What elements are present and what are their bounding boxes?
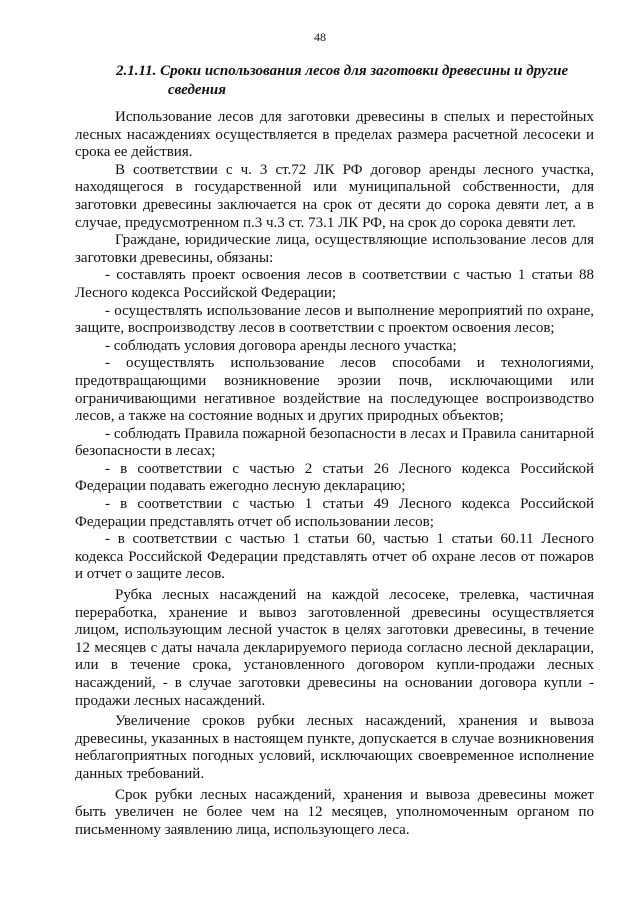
obligation-item: - осуществлять использование лесов и выполнение мероприятий по охране, защите, воспроизводству лесов в соответствии с проектом освоения лесов; [75,302,594,337]
obligation-item: - соблюдать Правила пожарной безопасности в лесах и Правила санитарной безопасности в лесах; [75,425,594,460]
paragraph-obligations-intro: Граждане, юридические лица, осуществляющие использование лесов для заготовки древесины, обязаны: [75,232,594,266]
paragraph-extension-limit: Срок рубки лесных насаждений, хранения и вывоза древесины может быть увеличен не более чем на 12 месяцев, уполномоченным органом по письменному заявлению лица, использующего леса. [75,786,594,838]
page-number: 48 [314,30,326,44]
paragraph-harvest-period: Рубка лесных насаждений на каждой лесосеке, трелевка, частичная переработка, хранение и вывоз заготовленной древесины осуществляется лицом, использующим лесной участок в целях заготовки древесины, в течение 12 месяцев с даты начала декларируемого периода согласно лесной декларации, или в течение срока, установленного договором купли-продажи лесных насаждений, - в случае заготовки древесины на основании договора купли - продажи лесных насаждений. [75,587,594,709]
paragraph-intro: Использование лесов для заготовки древесины в спелых и перестойных лесных насаждениях осуществляется в пределах размера расчетной лесосеки и срока ее действия. [75,109,594,161]
obligation-item: - в соответствии с частью 1 статьи 60, частью 1 статьи 60.11 Лесного кодекса Российской Федерации представлять отчет об охране лесов от пожаров и отчет о защите лесов. [75,531,594,583]
paragraph-extension-conditions: Увеличение сроков рубки лесных насаждений, хранения и вывоза древесины, указанных в настоящем пункте, допускается в случае возникновения неблагоприятных погодных условий, исключающих своевременное исполнение данных требований. [75,713,594,782]
paragraph-lease-term: В соответствии с ч. 3 ст.72 ЛК РФ договор аренды лесного участка, находящегося в государственной или муниципальной собственности, для заготовки древесины заключается на срок от десяти до сорока девяти лет, а в случае, предусмотренном п.3 ч.3 ст. 73.1 ЛК РФ, на срок до сорока девяти лет. [75,161,594,231]
obligation-item: - в соответствии с частью 2 статьи 26 Лесного кодекса Российской Федерации подавать ежегодно лесную декларацию; [75,460,594,495]
obligation-item: - соблюдать условия договора аренды лесного участка; [105,337,457,354]
document-body [75,109,594,839]
section-heading-line-1: 2.1.11. Сроки использования лесов для заготовки древесины и другие [116,63,569,79]
obligation-item: - осуществлять использование лесов способами и технологиями, предотвращающими возникновение эрозии почв, исключающими или ограничивающими негативное воздействие на последующее воспроизводство лесов, а также на состояние водных и других природных объектов; [75,355,594,425]
section-heading-line-2: сведения [168,82,226,98]
section-heading [116,62,586,100]
obligation-item: - составлять проект освоения лесов в соответствии с частью 1 статьи 88 Лесного кодекса Российской Федерации; [75,267,594,301]
obligation-item: - в соответствии с частью 1 статьи 49 Лесного кодекса Российской Федерации представлять отчет об использовании лесов; [75,496,594,530]
